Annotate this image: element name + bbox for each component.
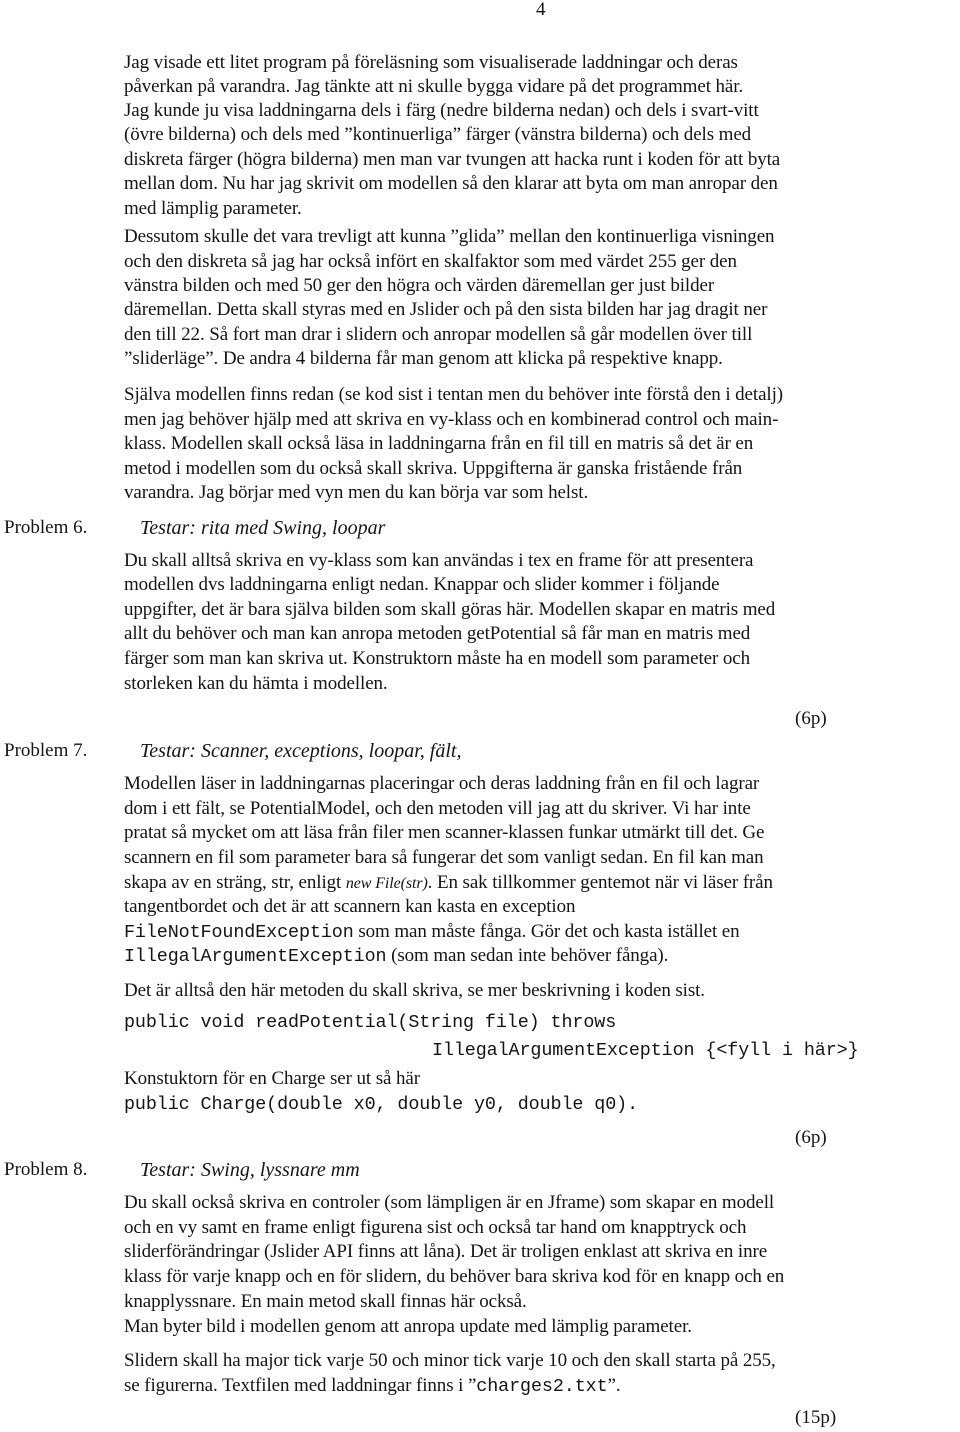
problem-8-line: Slidern skall ha major tick varje 50 och minor tick varje 10 och den skall starta på 255,	[124, 1350, 776, 1371]
inline-code-new-file: new File(str)	[345, 875, 428, 892]
intro-line: och den diskreta så jag har också infört en skalfaktor som med värdet 255 ger den	[124, 251, 737, 272]
intro-line: mellan dom. Nu har jag skrivit om modellen så den klarar att byta om man anropar den	[124, 173, 778, 194]
page-number: 4	[536, 0, 546, 20]
problem-6-line: allt du behöver och man kan anropa metoden getPotential så får man en matris med	[124, 623, 751, 644]
problem-6-label: Problem 6.	[4, 517, 88, 538]
problem-7-title: Testar: Scanner, exceptions, loopar, fält,	[140, 740, 462, 762]
inline-code-filename: charges2.txt	[476, 1376, 608, 1397]
text: se figurerna. Textfilen med laddningar finns i ”	[124, 1375, 477, 1396]
intro-line: Jag visade ett litet program på föreläsning som visualiserade laddningar och deras	[124, 52, 738, 73]
intro-line: diskreta färger (högra bilderna) men man var tvungen att hacka runt i koden för att byta	[124, 149, 781, 170]
intro-line: metod i modellen som du också skall skriva. Uppgifterna är ganska fristående från	[124, 458, 743, 479]
problem-8-title: Testar: Swing, lyssnare mm	[140, 1159, 360, 1181]
problem-8-line: Man byter bild i modellen genom att anropa update med lämplig parameter.	[124, 1316, 692, 1337]
problem-7-line: pratat så mycket om att läsa från filer men scanner-klassen funkar utmärkt till det. Ge	[124, 822, 765, 843]
intro-line: däremellan. Detta skall styras med en Jslider och på den sista bilden har jag dragit ner	[124, 299, 768, 320]
text: ”.	[607, 1375, 621, 1396]
intro-line: varandra. Jag börjar med vyn men du kan börja var som helst.	[124, 482, 589, 503]
problem-8-line: sliderförändringar (Jslider API finns att låna). Det är troligen enklast att skriva en inre	[124, 1241, 768, 1262]
problem-6-line: Du skall alltså skriva en vy-klass som kan användas i tex en frame för att presentera	[124, 550, 754, 571]
problem-7-line	[124, 871, 773, 896]
inline-code-filenotfound: FileNotFoundException	[124, 922, 354, 943]
problem-8-line: Du skall också skriva en controler (som lämpligen är en Jframe) som skapar en modell	[124, 1192, 775, 1213]
problem-7-points: (6p)	[795, 1127, 827, 1148]
problem-8-line: klass för varje knapp och en för slidern, du behöver bara skriva kod för en knapp och en	[124, 1266, 785, 1287]
text: . En sak tillkommer gentemot när vi läser från	[427, 872, 773, 893]
problem-8-line	[124, 1374, 621, 1399]
problem-7-line: scannern en fil som parameter bara så fungerar det som vanligt sedan. En fil kan man	[124, 847, 764, 868]
problem-7-line: Modellen läser in laddningarnas placeringar och deras laddning från en fil och lagrar	[124, 773, 760, 794]
inline-code-illegalargument: IllegalArgumentException	[124, 946, 387, 967]
code-line: public void readPotential(String file) throws	[124, 1012, 617, 1033]
problem-8-points: (15p)	[795, 1407, 837, 1428]
problem-7-line: dom i ett fält, se PotentialModel, och den metoden vill jag att du skriver. Vi har inte	[124, 798, 751, 819]
text: (som man sedan inte behöver fånga).	[386, 945, 669, 966]
problem-7-line	[124, 944, 668, 969]
text: skapa av en sträng, str, enligt	[124, 872, 346, 893]
problem-6-points: (6p)	[795, 708, 827, 729]
intro-line: Dessutom skulle det vara trevligt att kunna ”glida” mellan den kontinuerliga visningen	[124, 226, 775, 247]
intro-line: påverkan på varandra. Jag tänkte att ni skulle bygga vidare på det programmet här.	[124, 76, 744, 97]
problem-8-line: knapplyssnare. En main metod skall finnas här också.	[124, 1291, 527, 1312]
problem-8-line: och en vy samt en frame enligt figurena sist och också tar hand om knapptryck och	[124, 1217, 747, 1238]
problem-7-line: tangentbordet och det är att scannern kan kasta en exception	[124, 896, 576, 917]
problem-6-line: storleken kan du hämta i modellen.	[124, 673, 388, 694]
intro-line: den till 22. Så fort man drar i slidern och anropar modellen så går modellen över till	[124, 324, 753, 345]
intro-line: ”sliderläge”. De andra 4 bilderna får man genom att klicka på respektive knapp.	[124, 348, 723, 369]
problem-6-line: färger som man kan skriva ut. Konstruktorn måste ha en modell som parameter och	[124, 648, 750, 669]
problem-7-label: Problem 7.	[4, 740, 88, 761]
intro-line: men jag behöver hjälp med att skriva en vy-klass och en kombinerad control och main-	[124, 409, 779, 430]
problem-7-line	[124, 920, 740, 945]
intro-line: Själva modellen finns redan (se kod sist i tentan men du behöver inte förstå den i detalj)	[124, 384, 783, 405]
problem-6-line: modellen dvs laddningarna enligt nedan. Knappar och slider kommer i följande	[124, 574, 720, 595]
intro-line: (övre bilderna) och dels med ”kontinuerliga” färger (vänstra bilderna) och dels med	[124, 124, 752, 145]
intro-line: vänstra bilden och med 50 ger den högra och värden däremellan ger just bilder	[124, 275, 715, 296]
intro-line: Jag kunde ju visa laddningarna dels i färg (nedre bilderna nedan) och dels i svart-vitt	[124, 100, 759, 121]
intro-line: med lämplig parameter.	[124, 198, 302, 219]
problem-7-line: Det är alltså den här metoden du skall skriva, se mer beskrivning i koden sist.	[124, 980, 705, 1001]
intro-line: klass. Modellen skall också läsa in laddningarna från en fil till en matris så det är en	[124, 433, 754, 454]
code-line: IllegalArgumentException {<fyll i här>}	[432, 1040, 859, 1061]
code-line: public Charge(double x0, double y0, double q0).	[124, 1094, 639, 1115]
text: som man måste fånga. Gör det och kasta istället en	[353, 921, 740, 942]
problem-7-line: Konstuktorn för en Charge ser ut så här	[124, 1068, 420, 1089]
problem-8-label: Problem 8.	[4, 1159, 88, 1180]
problem-6-line: uppgifter, det är bara själva bilden som skall göras här. Modellen skapar en matris med	[124, 599, 776, 620]
problem-6-title: Testar: rita med Swing, loopar	[140, 517, 386, 539]
